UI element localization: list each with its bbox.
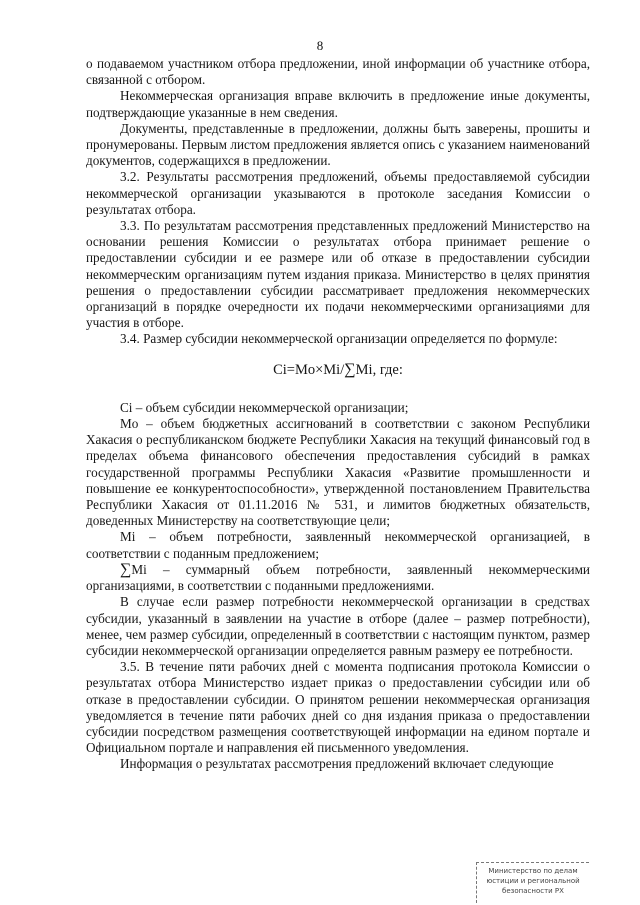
paragraph: В случае если размер потребности некоммерческой организации в средствах субсидии, указанный в заявлении на участие в отборе (далее – размер потребности), менее, чем размер субсидии, определенный в соответствии с настоящим пунктом, размер субсидии некоммерческой организации определяется равным размеру ее потребности.	[86, 594, 590, 658]
document-body	[86, 56, 590, 773]
formula-left: Ci=Mo×Mi/	[273, 361, 345, 378]
page-number: 8	[316, 38, 324, 53]
paragraph-3-5: 3.5. В течение пяти рабочих дней с момента подписания протокола Комиссии о результатах отбора Министерство издает приказ о предоставлении субсидии или об отказе в предоставлении субсидии. О принятом решении некоммерческая организация уведомляется в течение пяти рабочих дней со дня издания приказа о предоставлении субсидии посредством размещения соответствующей информации на едином портале и Официальном портале и направления ей письменного уведомления.	[86, 659, 590, 756]
subsidy-formula	[86, 362, 590, 378]
paragraph-text: Mi – суммарный объем потребности, заявленный некоммерческими организациями, в соответствии с поданными предложениями.	[86, 561, 590, 594]
paragraph: Mo – объем бюджетных ассигнований в соответствии с законом Республики Хакасия о республиканском бюджете Республики Хакасия на текущий финансовый год в пределах объема финансового обеспечения предоставления субсидий в рамках государственной программы Республики Хакасия «Развитие промышленности и повышение ее конкурентоспособности», утвержденной постановлением Правительства Республики Хакасия от 01.11.2016 № 531, и лимитов бюджетных обязательств, доведенных Министерству на соответствующие цели;	[86, 416, 590, 529]
paragraph: Ci – объем субсидии некоммерческой организации;	[120, 399, 409, 415]
stamp-line: юстиции и региональной	[486, 877, 580, 885]
stamp-line: Министерство по делам	[488, 867, 578, 875]
ministry-stamp	[476, 862, 589, 903]
formula-right: Mi, где:	[355, 361, 403, 378]
paragraph-3-2: 3.2. Результаты рассмотрения предложений, объемы предоставляемой субсидии некоммерческой организации указываются в протоколе заседания Комиссии о результатах отбора.	[86, 169, 590, 217]
paragraph-3-3: 3.3. По результатам рассмотрения представленных предложений Министерство на основании решения Комиссии о результатах отбора принимает решение о предоставлении субсидии и ее размере или об отказе в предоставлении субсидии некоммерческим организациям путем издания приказа. Министерство в целях принятия решения о предоставлении субсидии рассматривает предложения некоммерческих организаций в порядке очередности их подачи некоммерческими организациями для участия в отборе.	[86, 218, 590, 331]
paragraph-3-4: 3.4. Размер субсидии некоммерческой организации определяется по формуле:	[120, 331, 558, 347]
paragraph: Документы, представленные в предложении, должны быть заверены, прошиты и пронумерованы. Первым листом предложения является опись с указанием наименований документов, содержащихся в предложении.	[86, 120, 590, 169]
paragraph: Информация о результатах рассмотрения предложений включает следующие	[120, 756, 554, 772]
stamp-line: безопасности РХ	[502, 887, 564, 895]
paragraph	[86, 562, 590, 594]
sum-symbol-icon: ∑	[120, 560, 132, 578]
paragraph: Mi – объем потребности, заявленный некоммерческой организацией, в соответствии с поданным предложением;	[86, 529, 590, 561]
paragraph: Некоммерческая организация вправе включить в предложение иные документы, подтверждающие указанные в нем сведения.	[86, 88, 590, 120]
sum-symbol-icon: ∑	[344, 360, 356, 378]
paragraph: о подаваемом участником отбора предложении, иной информации об участнике отбора, связанной с отбором.	[86, 56, 590, 88]
